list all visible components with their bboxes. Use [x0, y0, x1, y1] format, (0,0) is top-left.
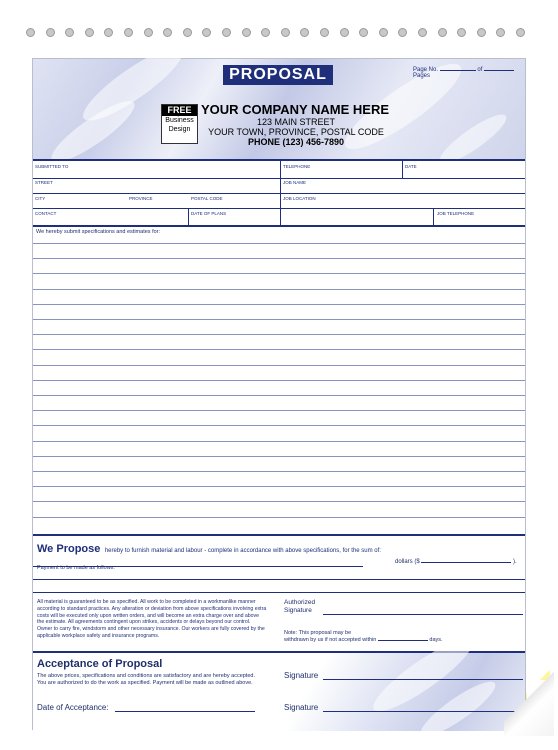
company-name: YOUR COMPANY NAME HERE: [201, 102, 390, 117]
writing-line[interactable]: [33, 486, 525, 487]
company-phone: PHONE (123) 456-7890: [247, 137, 345, 147]
authorized-signature-block: [284, 599, 315, 614]
job-telephone-label: JOB TELEPHONE: [437, 211, 475, 216]
business-label: Business: [165, 117, 194, 124]
writing-line[interactable]: [33, 380, 525, 381]
pages-label: Pages: [413, 73, 431, 79]
date-of-plans-label: DATE OF PLANS: [191, 211, 227, 216]
payment-label: Payment to be made as follows:: [37, 565, 115, 571]
of-label: of: [477, 67, 483, 73]
writing-line[interactable]: [33, 410, 525, 411]
writing-line[interactable]: [33, 501, 525, 502]
binding-hole: [104, 28, 113, 37]
binding-hole: [359, 28, 368, 37]
binding-hole: [300, 28, 309, 37]
binding-hole: [496, 28, 505, 37]
date-of-acceptance-label: Date of Acceptance:: [37, 703, 109, 712]
field-divider: [188, 208, 189, 225]
binding-hole: [124, 28, 133, 37]
divider: [33, 534, 525, 536]
free-label: FREE: [162, 105, 197, 116]
binding-hole: [438, 28, 447, 37]
writing-line[interactable]: [33, 243, 525, 244]
specifications-intro: We hereby submit specifications and estimates for:: [36, 229, 161, 235]
writing-line[interactable]: [33, 471, 525, 472]
binding-hole: [516, 28, 525, 37]
binding-hole: [183, 28, 192, 37]
form-title: PROPOSAL: [223, 65, 333, 85]
acceptance-signature-line-2[interactable]: [323, 711, 523, 712]
writing-line[interactable]: [33, 365, 525, 366]
submitted-to-label: SUBMITTED TO: [35, 164, 69, 169]
binding-hole: [320, 28, 329, 37]
binding-hole: [85, 28, 94, 37]
note-line-1: Note: This proposal may be: [284, 630, 352, 636]
binding-hole: [65, 28, 74, 37]
writing-line[interactable]: [33, 456, 525, 457]
binding-hole: [144, 28, 153, 37]
writing-line[interactable]: [33, 349, 525, 350]
design-label: Design: [168, 126, 191, 133]
company-info: [201, 103, 431, 147]
binding-holes: [26, 28, 536, 42]
province-label: PROVINCE: [129, 196, 153, 201]
street-label: STREET: [35, 180, 53, 185]
writing-line[interactable]: [33, 441, 525, 442]
writing-line[interactable]: [33, 273, 525, 274]
divider: [33, 225, 525, 227]
date-of-acceptance-line[interactable]: [115, 711, 255, 712]
binding-hole: [46, 28, 55, 37]
binding-hole: [477, 28, 486, 37]
proposal-form: [32, 58, 526, 730]
binding-hole: [340, 28, 349, 37]
payment-line[interactable]: [33, 592, 525, 593]
writing-line[interactable]: [33, 334, 525, 335]
we-propose-heading: We Propose: [37, 543, 101, 555]
writing-line[interactable]: [33, 395, 525, 396]
acceptance-section: [33, 653, 525, 731]
binding-hole: [457, 28, 466, 37]
dollars-label: dollars ($: [395, 559, 420, 565]
we-propose-section: [37, 539, 381, 557]
page-curl: [504, 668, 554, 736]
writing-line[interactable]: [33, 319, 525, 320]
acceptance-text: The above prices, specifications and conditions are satisfactory and are hereby accepted. You are authorized to do the work as specified. Payment will be made as outlined above.: [37, 673, 255, 686]
contact-label: CONTACT: [35, 211, 57, 216]
signature-label-2: Signature: [284, 703, 319, 712]
job-location-label: JOB LOCATION: [283, 196, 316, 201]
binding-hole: [418, 28, 427, 37]
field-divider: [433, 208, 434, 225]
binding-hole: [222, 28, 231, 37]
writing-line[interactable]: [33, 517, 525, 518]
authorized-signature-line[interactable]: [323, 614, 523, 615]
field-row-1: [33, 163, 525, 178]
binding-hole: [379, 28, 388, 37]
field-row-3: [33, 193, 525, 208]
page-number-box: [413, 67, 525, 79]
field-row-4: [33, 208, 525, 223]
binding-hole: [398, 28, 407, 37]
binding-hole: [261, 28, 270, 37]
field-row-2: [33, 178, 525, 193]
signature-label-1: Signature: [284, 671, 319, 680]
company-address-1: 123 MAIN STREET: [256, 117, 336, 127]
field-divider: [402, 161, 403, 178]
date-label: DATE: [405, 164, 417, 169]
dollars-close: ).: [513, 559, 517, 565]
telephone-label: TELEPHONE: [283, 164, 311, 169]
acceptance-signature-line-1[interactable]: [323, 679, 523, 680]
days-input[interactable]: [378, 640, 428, 641]
authorized-label: Authorized: [284, 599, 316, 606]
writing-line[interactable]: [33, 258, 525, 259]
postal-code-label: POSTAL CODE: [191, 196, 223, 201]
binding-hole: [163, 28, 172, 37]
we-propose-text: hereby to furnish material and labour - complete in accordance with above specifications, for the sum of:: [104, 548, 381, 554]
days-label: days.: [429, 636, 443, 643]
note-line-2: withdrawn by us if not accepted within: [284, 636, 377, 643]
writing-line[interactable]: [33, 289, 525, 290]
payment-line[interactable]: [33, 579, 525, 580]
field-divider: [280, 161, 281, 225]
binding-hole: [242, 28, 251, 37]
dollars-field: [395, 559, 517, 565]
pages-input[interactable]: [484, 70, 514, 71]
company-address-2: YOUR TOWN, PROVINCE, POSTAL CODE: [208, 127, 384, 137]
form-header: [33, 59, 525, 159]
acceptance-heading: Acceptance of Proposal: [37, 658, 163, 670]
writing-line[interactable]: [33, 304, 525, 305]
withdraw-note: [284, 630, 443, 643]
binding-hole: [281, 28, 290, 37]
job-name-label: JOB NAME: [283, 180, 307, 185]
signature-label: Signature: [284, 606, 312, 614]
terms-text: All material is guaranteed to be as specified. All work to be completed in a workmanlike manner according to standard practices. Any alteration or deviation from above specifications involving extra costs will be executed only upon written orders, and will become an extra charge over and above the estimate. All agreements contingent upon strikes, accidents or delays beyond our control. Owner to carry fire, windstorm and other necessary insurance. Our workers are fully covered by the applicable workplace safety and insurance programs.: [37, 599, 267, 639]
binding-hole: [26, 28, 35, 37]
divider: [33, 159, 525, 161]
dollar-amount-input[interactable]: [421, 562, 511, 563]
writing-line[interactable]: [33, 425, 525, 426]
free-business-design-badge: [161, 104, 198, 144]
page-label: Page No.: [413, 67, 439, 73]
binding-hole: [202, 28, 211, 37]
city-label: CITY: [35, 196, 46, 201]
page-input[interactable]: [440, 70, 476, 71]
